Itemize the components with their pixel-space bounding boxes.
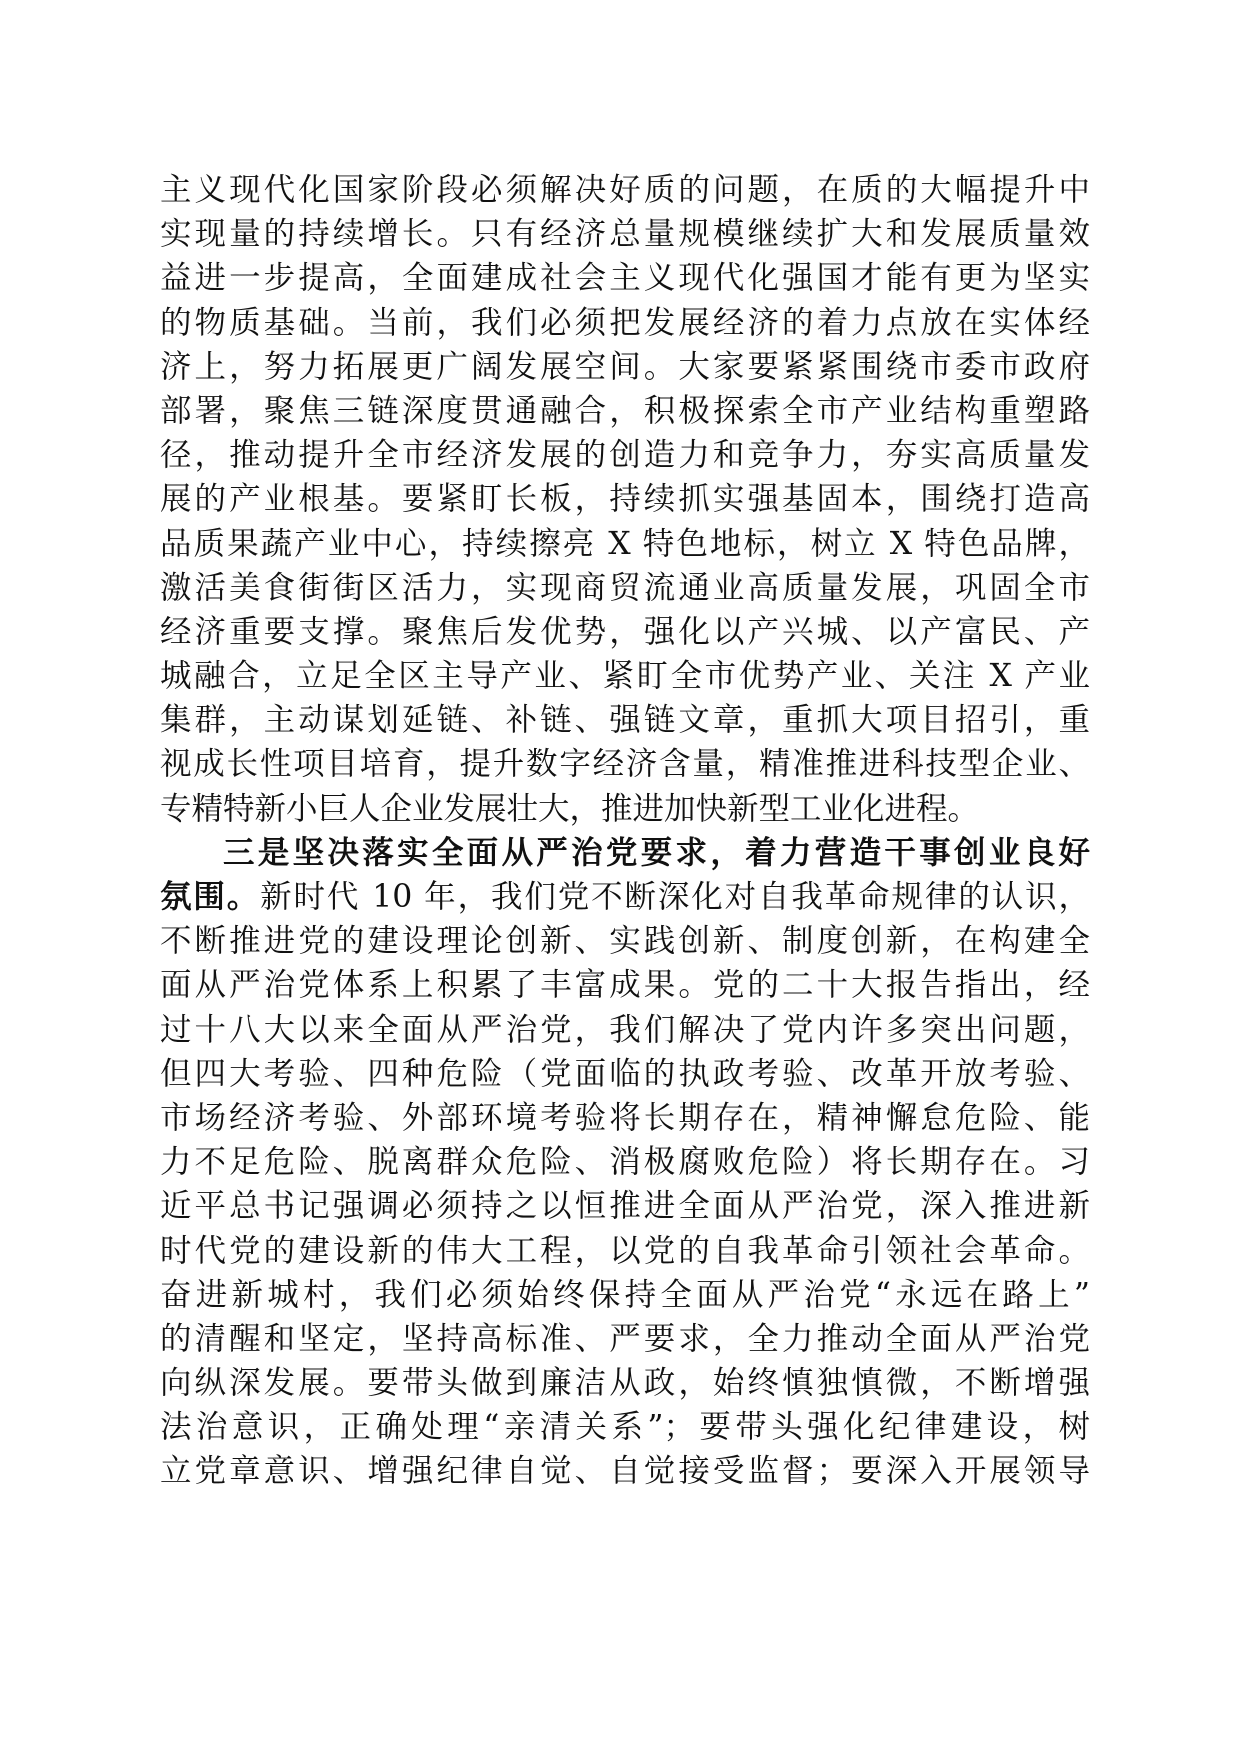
text-line: 城融合，立足全区主导产业、紧盯全市优势产业、关注 X 产业 xyxy=(160,658,1090,695)
text-line: 视成长性项目培育，提升数字经济含量，精准推进科技型企业、 xyxy=(160,746,1090,783)
text-line: 市场经济考验、外部环境考验将长期存在，精神懈怠危险、能 xyxy=(160,1099,1090,1136)
text-line: 激活美食街街区活力，实现商贸流通业高质量发展，巩固全市 xyxy=(160,569,1090,606)
text-line: 实现量的持续增长。只有经济总量规模继续扩大和发展质量效 xyxy=(160,216,1090,253)
text-line: 展的产业根基。要紧盯长板，持续抓实强基固本，围绕打造高 xyxy=(160,481,1090,518)
text-line: 但四大考验、四种危险（党面临的执政考验、改革开放考验、 xyxy=(160,1055,1090,1092)
text-line: 法治意识，正确处理“亲清关系”；要带头强化纪律建设，树 xyxy=(160,1409,1090,1446)
text-line: 益进一步提高，全面建成社会主义现代化强国才能有更为坚实 xyxy=(160,260,1090,297)
section-heading-end: 氛围。 xyxy=(160,878,261,915)
text-line: 济上，努力拓展更广阔发展空间。大家要紧紧围绕市委市政府 xyxy=(160,348,1090,385)
section-heading: 三是坚决落实全面从严治党要求，着力营造干事创业良好 xyxy=(223,833,1090,871)
text-line: 奋进新城村，我们必须始终保持全面从严治党“永远在路上” xyxy=(160,1276,1090,1313)
text-line: 向纵深发展。要带头做到廉洁从政，始终慎独慎微，不断增强 xyxy=(160,1365,1090,1402)
text-line: 时代党的建设新的伟大工程，以党的自我革命引领社会革命。 xyxy=(160,1232,1090,1269)
text-line: 品质果蔬产业中心，持续擦亮 X 特色地标，树立 X 特色品牌， xyxy=(160,525,1090,562)
text-line: 立党章意识、增强纪律自觉、自觉接受监督；要深入开展领导 xyxy=(160,1453,1090,1490)
text-line: 专精特新小巨人企业发展壮大，推进加快新型工业化进程。 xyxy=(160,790,980,827)
text-line: 面从严治党体系上积累了丰富成果。党的二十大报告指出，经 xyxy=(160,967,1090,1004)
text-line: 经济重要支撑。聚焦后发优势，强化以产兴城、以产富民、产 xyxy=(160,613,1090,650)
text-line: 力不足危险、脱离群众危险、消极腐败危险）将长期存在。习 xyxy=(160,1144,1090,1181)
text-line: 的物质基础。当前，我们必须把发展经济的着力点放在实体经 xyxy=(160,304,1090,341)
text-line: 不断推进党的建设理论创新、实践创新、制度创新，在构建全 xyxy=(160,923,1090,960)
text-line: 过十八大以来全面从严治党，我们解决了党内许多突出问题， xyxy=(160,1011,1090,1048)
text-line: 近平总书记强调必须持之以恒推进全面从严治党，深入推进新 xyxy=(160,1188,1090,1225)
text-run: 新时代 10 年，我们党不断深化对自我革命规律的认识， xyxy=(260,879,1090,915)
text-line xyxy=(160,875,1090,919)
text-line: 径，推动提升全市经济发展的创造力和竞争力，夯实高质量发 xyxy=(160,437,1090,474)
text-line: 的清醒和坚定，坚持高标准、严要求，全力推动全面从严治党 xyxy=(160,1320,1090,1357)
document-body xyxy=(160,168,1090,1494)
text-line: 集群，主动谋划延链、补链、强链文章，重抓大项目招引，重 xyxy=(160,702,1090,739)
text-line: 部署，聚焦三链深度贯通融合，积极探索全市产业结构重塑路 xyxy=(160,392,1090,429)
text-line: 主义现代化国家阶段必须解决好质的问题，在质的大幅提升中 xyxy=(160,172,1090,208)
